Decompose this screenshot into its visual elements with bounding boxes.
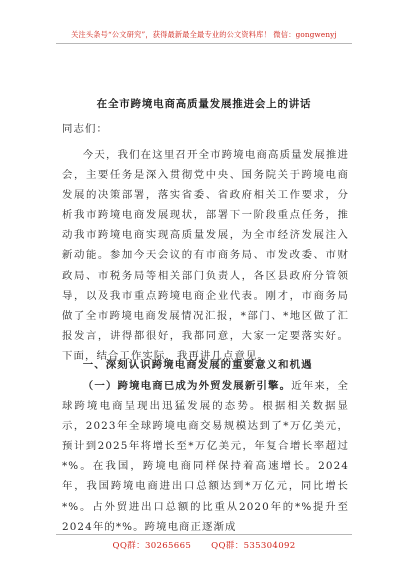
footer-qq-group-1: QQ群：30265665 xyxy=(112,541,192,551)
header-note: 关注头条号“公文研究”，获得最新最全最专业的公文资料库！ 微信：gongwenyj xyxy=(71,30,337,39)
document-title: 在全市跨境电商高质量发展推进会上的讲话 xyxy=(96,98,312,110)
footer-contacts xyxy=(0,539,408,551)
footer-qq-group-2: QQ群：535304092 xyxy=(211,541,296,551)
section-heading-1: 一、深刻认识跨境电商发展的重要意义和机遇 xyxy=(82,359,313,371)
paragraph-engine xyxy=(62,376,349,537)
header-divider xyxy=(56,43,352,44)
salutation: 同志们： xyxy=(62,123,108,135)
paragraph-intro: 今天，我们在这里召开全市跨境电商高质量发展推进会，主要任务是深入贯彻党中央、国务院关于跨境电商发展的决策部署，落实省委、省政府相关工作要求，分析我市跨境电商发展现状，部署下一阶段重点任务，推动我市跨境电商实现高质量发展，为全市经济发展注入新动能。参加今天会议的有市商务局、市发改委、市财政局、市税务局等相关部门负责人，各区县政府分管领导，以及我市重点跨境电商企业代表。刚才，市商务局做了全市跨境电商发展情况汇报，*部门、*地区做了汇报发言，讲得都很好，我都同意，大家一定要落实好。下面，结合工作实际，我再讲几点意见。 xyxy=(62,149,349,362)
paragraph-lead-heading: （一）跨境电商已成为外贸发展新引擎。 xyxy=(82,380,292,392)
footer-divider xyxy=(56,534,352,535)
paragraph-body: 近年来，全球跨境电商呈现出迅猛发展的态势。根据相关数据显示，2023年全球跨境电商交易规模达到了*万亿美元，预计到2025年将增长至*万亿美元，年复合增长率超过*%。在我国，跨境电商同样保持着高速增长。2024年，我国跨境电商进出口总额达到*万亿元，同比增长*%。占外贸进出口总额的比重从2020年的*%提升至2024年的*%。跨境电商正逐渐成 xyxy=(62,380,349,533)
